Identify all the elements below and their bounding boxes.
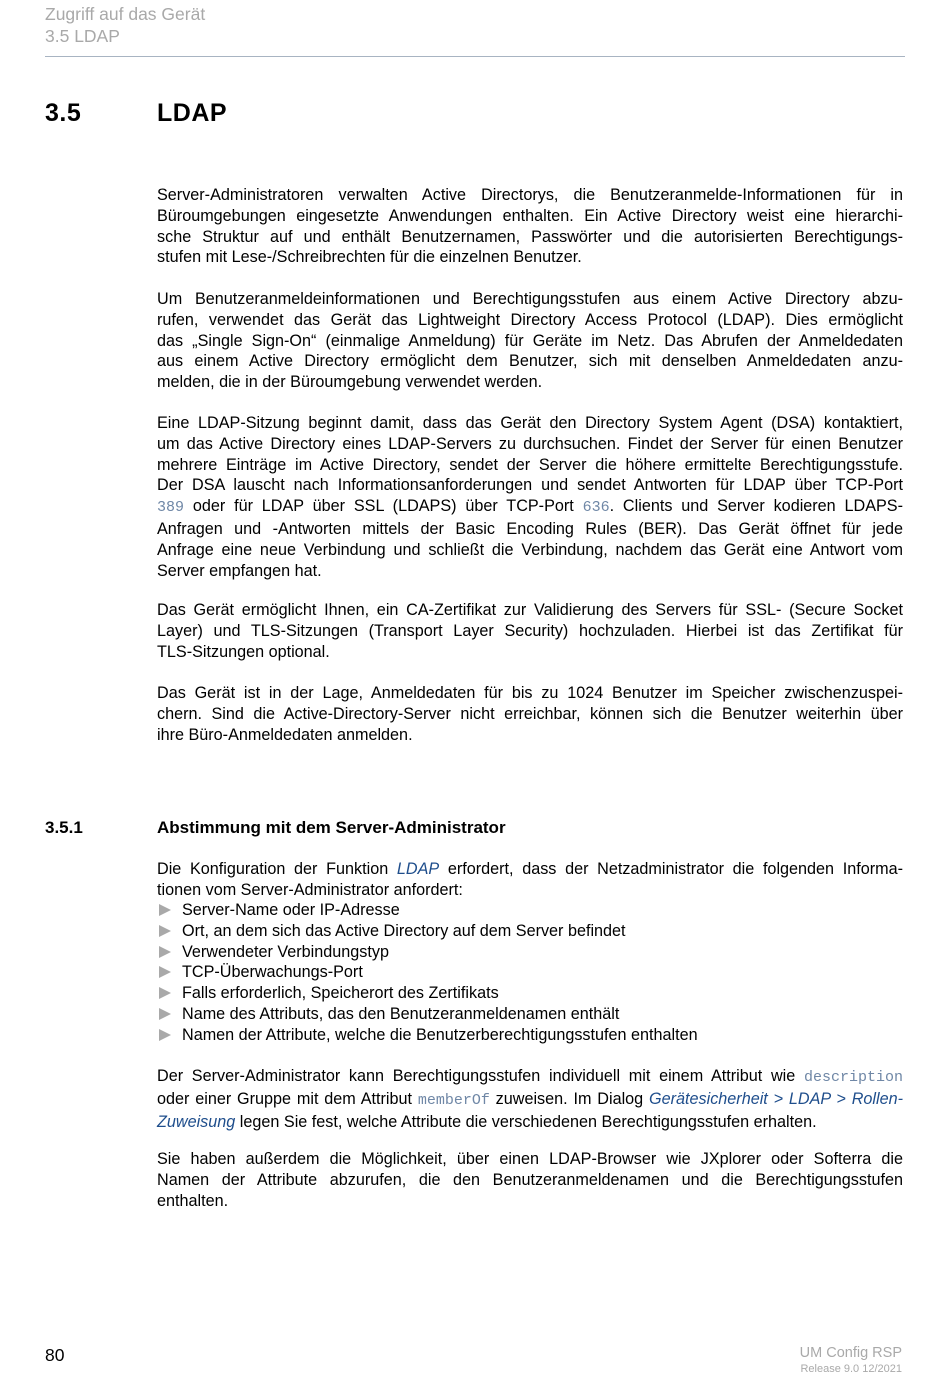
text-line: ihre Büro-Anmeldedaten anmelden. — [157, 725, 413, 744]
text-line: Namen der Attribute abzurufen, die den Benutzeranmeldenamen und die Berechtigungsstufen — [157, 1170, 903, 1189]
text-line: Server empfangen hat. — [157, 561, 322, 580]
text-line: Der DSA lauscht nach Informationsanforderungen und sendet Antworten für LDAP über TCP-Port — [157, 476, 903, 495]
port-ldap-value: 389 — [157, 499, 185, 517]
text-line: enthalten. — [157, 1191, 229, 1210]
paragraph-ldap-session — [157, 413, 903, 581]
text-fragment: erfordert, dass der Netzadministrator die folgenden Informa- — [439, 860, 903, 878]
footer-document-title: UM Config RSP — [799, 1345, 902, 1361]
text-line: Büroumgebungen eingesetzte Anwendungen enthalten. Ein Active Directory weist eine hierarchi- — [157, 206, 903, 225]
paragraph-attributes — [157, 1066, 903, 1132]
list-item — [157, 942, 903, 963]
text-fragment: zuweisen. Im Dialog — [489, 1089, 650, 1108]
text-line: aus einem Active Directory ermöglicht dem Benutzer, sich mit denselben Anmeldedaten anzu- — [157, 352, 903, 371]
text-fragment: oder einer Gruppe mit dem Attribut — [157, 1089, 418, 1108]
text-line: Layer) und TLS-Sitzungen (Transport Layer Security) hochzuladen. Hierbei ist das Zertifikat für — [157, 621, 903, 640]
text-line: Das Gerät ist in der Lage, Anmeldedaten für bis zu 1024 Benutzer im Speicher zwischenzuspei- — [157, 684, 903, 702]
header-section: 3.5 LDAP — [45, 26, 120, 46]
text-line — [157, 496, 903, 519]
triangle-right-icon — [159, 1029, 171, 1041]
text-line: das „Single Sign-On“ (einmalige Anmeldung) für Geräte im Netz. Das Abrufen der Anmeldedaten — [157, 331, 903, 350]
paragraph-cache — [157, 683, 903, 745]
text-line: stufen mit Lese-/Schreibrechten für die einzelnen Benutzer. — [157, 248, 582, 267]
running-header — [45, 3, 205, 47]
text-line: Um Benutzeranmeldeinformationen und Berechtigungsstufen aus einem Active Directory abzu- — [157, 290, 903, 308]
text-line — [157, 859, 903, 880]
list-item-text: Ort, an dem sich das Active Directory auf dem Server befindet — [182, 921, 626, 940]
text-line — [157, 1089, 903, 1112]
triangle-right-icon — [159, 966, 171, 978]
paragraph-certificate — [157, 600, 903, 662]
text-fragment: oder für LDAP über SSL (LDAPS) über TCP-Port — [184, 497, 583, 516]
text-line — [157, 1066, 903, 1089]
list-item — [157, 962, 903, 983]
list-item — [157, 1004, 903, 1025]
paragraph-ldap-browser — [157, 1149, 903, 1211]
list-item — [157, 983, 903, 1004]
text-line: um das Active Directory eines LDAP-Servers zu durchsuchen. Findet der Server für einen Benutzer — [157, 434, 903, 453]
list-item-text: Server-Name oder IP-Adresse — [182, 901, 400, 919]
subsection-number: 3.5.1 — [45, 818, 83, 837]
paragraph-intro — [157, 185, 903, 268]
paragraph-config-intro — [157, 859, 903, 901]
text-line: Server-Administratoren verwalten Active Directorys, die Benutzeranmelde-Informationen für in — [157, 186, 903, 204]
triangle-right-icon — [159, 1008, 171, 1020]
text-line: tionen vom Server-Administrator anfordert: — [157, 880, 463, 899]
text-line: Das Gerät ermöglicht Ihnen, ein CA-Zertifikat zur Validierung des Servers für SSL- (Secure Socket — [157, 601, 903, 619]
list-item — [157, 900, 903, 921]
requirements-list — [157, 900, 903, 1046]
list-item — [157, 1025, 903, 1046]
text-line: Eine LDAP-Sitzung beginnt damit, dass das Gerät den Directory System Agent (DSA) kontaktiert, — [157, 414, 903, 432]
text-line: Anfrage eine neue Verbindung und schließt die Verbindung, nachdem das Gerät eine Antwort vom — [157, 540, 903, 559]
text-fragment: Der Server-Administrator kann Berechtigungsstufen individuell mit einem Attribut wie — [157, 1067, 804, 1085]
dialog-path-link: Gerätesicherheit > LDAP > Rollen- — [649, 1089, 903, 1108]
text-line: TLS-Sitzungen optional. — [157, 642, 330, 661]
triangle-right-icon — [159, 925, 171, 937]
page-number: 80 — [45, 1345, 65, 1365]
list-item-text: TCP-Überwachungs-Port — [182, 963, 363, 982]
text-line: chern. Sind die Active-Directory-Server nicht erreichbar, können sich die Benutzer weiterhin über — [157, 704, 903, 723]
header-chapter: Zugriff auf das Gerät — [45, 4, 206, 24]
triangle-right-icon — [159, 946, 171, 958]
text-line: mehrere Einträge im Active Directory, sendet der Server die höhere ermittelte Berechtigungsstufe. — [157, 455, 903, 474]
text-fragment: . Clients und Server kodieren LDAPS- — [609, 497, 903, 516]
section-number: 3.5 — [45, 99, 82, 127]
triangle-right-icon — [159, 904, 171, 916]
port-ldaps-value: 636 — [582, 499, 610, 517]
header-divider — [45, 56, 905, 57]
text-fragment: Die Konfiguration der Funktion — [157, 860, 397, 878]
footer-release: Release 9.0 12/2021 — [800, 1363, 902, 1375]
dialog-path-link-cont: Zuweisung — [157, 1112, 236, 1131]
list-item-text: Namen der Attribute, welche die Benutzerberechtigungsstufen enthalten — [182, 1025, 698, 1044]
list-item-text: Name des Attributs, das den Benutzeranmeldenamen enthält — [182, 1004, 620, 1023]
attribute-memberof: memberOf — [417, 1091, 490, 1109]
triangle-right-icon — [159, 987, 171, 999]
text-line: sche Struktur auf und enthält Benutzernamen, Passwörter und die autorisierten Berechtigungs- — [157, 227, 903, 246]
section-title: LDAP — [157, 99, 228, 127]
text-line — [157, 1112, 903, 1133]
list-item — [157, 921, 903, 942]
text-line: Anfragen und -Antworten mittels der Basic Encoding Rules (BER). Das Gerät öffnet für jede — [157, 519, 903, 538]
paragraph-ldap-purpose — [157, 289, 903, 393]
attribute-description: description — [803, 1069, 903, 1086]
subsection-title: Abstimmung mit dem Server-Administrator — [157, 818, 506, 837]
list-item-text: Verwendeter Verbindungstyp — [182, 942, 389, 961]
text-line: melden, die in der Büroumgebung verwendet werden. — [157, 373, 543, 392]
text-line: rufen, verwendet das Gerät das Lightweight Directory Access Protocol (LDAP). Dies ermöglicht — [157, 310, 903, 329]
text-fragment: legen Sie fest, welche Attribute die verschiedenen Berechtigungsstufen erhalten. — [235, 1112, 817, 1131]
function-ldap-link: LDAP — [396, 860, 440, 878]
text-line: Sie haben außerdem die Möglichkeit, über einen LDAP-Browser wie JXplorer oder Softerra die — [157, 1150, 903, 1168]
list-item-text: Falls erforderlich, Speicherort des Zertifikats — [182, 984, 499, 1003]
